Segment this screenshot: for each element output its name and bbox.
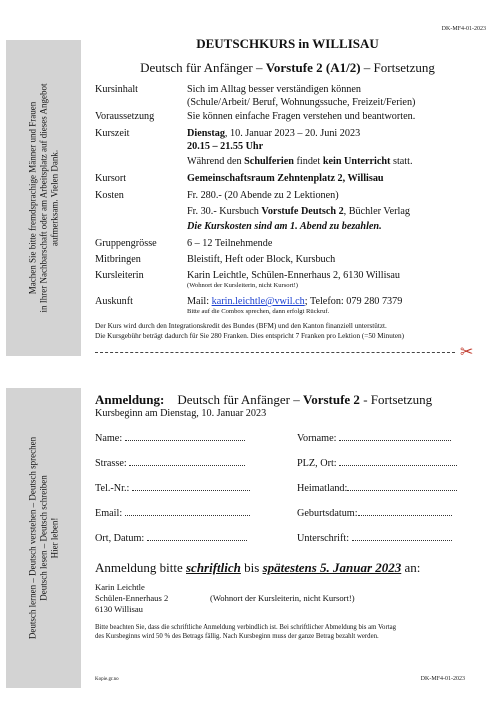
email-label: Email: [95,508,123,519]
auskunft-note: Bitte auf die Combox sprechen, dann erfolgt Rückruf. [187,308,330,315]
label-kursort: Kursort [95,173,127,184]
kosten-line-1: Fr. 280.- (20 Abende zu 2 Lektionen) [187,190,339,201]
funding-line-2: Die Kursgebühr beträgt dadurch für Sie 280 Franken. Dies entspricht 7 Franken pro Lektion (=50 Minuten) [95,332,405,340]
kursinhalt-line-2: (Schule/Arbeit/ Beruf, Wohnungssuche, Freizeit/Ferien) [187,97,416,108]
voraussetzung-value: Sie können einfache Fragen verstehen und beantworten. [187,111,416,122]
deadline-mid: bis [240,560,263,575]
kosten-book-title: Vorstufe Deutsch 2 [261,206,344,217]
document-code-top: DK-MF4-01-2023 [441,26,486,32]
label-auskunft: Auskunft [95,296,133,307]
kosten-line-2 [187,205,410,218]
tel-input[interactable] [132,490,250,491]
unterschrift-label: Unterschrift: [297,533,350,544]
field-tel [95,483,250,494]
kursort-value [187,172,384,185]
auskunft-email-link[interactable]: karin.leichtle@vwil.ch [211,296,305,307]
auskunft-value [187,295,402,308]
strasse-label: Strasse: [95,458,127,469]
field-name [95,433,245,444]
kursinhalt-line-1: Sich im Alltag besser verständigen können [187,84,362,95]
form-heading-label: Anmeldung: [95,392,165,407]
label-kursinhalt: Kursinhalt [95,84,139,95]
form-heading-post: - Fortsetzung [359,392,433,407]
kosten-payment-note: Die Kurskosten sind am 1. Abend zu bezahlen. [187,221,382,232]
form-heading-level: Vorstufe 2 [303,392,360,407]
field-geburtsdatum [297,508,452,519]
heimatland-input[interactable] [347,490,457,491]
sidebar-bottom-text: Deutsch lernen – Deutsch verstehen – Deutsch sprechen Deutsch lesen – Deutsch schreiben Hier leben! [27,436,59,640]
funding-line-1: Der Kurs wird durch den Integrationskredit des Bundes (BFM) und den Kanton finanziell unterstützt. [95,322,387,330]
label-kursleiterin: Kursleiterin [95,270,144,281]
vorname-label: Vorname: [297,433,337,444]
vorname-input[interactable] [339,440,451,441]
form-heading [95,392,432,408]
page-subtitle [95,60,480,76]
tel-label: Tel.-Nr.: [95,483,130,494]
ferien-schulferien: Schulferien [244,156,294,167]
field-ort-datum [95,533,247,544]
strasse-input[interactable] [129,465,245,466]
plz-input[interactable] [339,465,457,466]
ferien-text-1: Während den [187,156,245,167]
field-unterschrift [297,533,452,544]
geburtsdatum-label: Geburtsdatum: [297,508,358,519]
field-strasse [95,458,245,469]
cancel-line-2: des Kursbeginns wird 50 % des Betrags fällig. Nach Kursbeginn muss der ganze Betrag bezahlt werden. [95,633,379,640]
address-city: 6130 Willisau [95,604,143,614]
kursleiterin-value: Karin Leichtle, Schülen-Ennerhaus 2, 6130 Willisau [187,270,401,281]
copy-mark: Kopie.gr.no [95,677,119,682]
kursort-text: Gemeinschaftsraum Zehntenplatz 2, Willisau [187,173,384,184]
deadline-schriftlich: schriftlich [186,560,241,575]
sidebar-bottom [6,388,81,688]
address-note: (Wohnort der Kursleiterin, nicht Kursort!) [210,593,355,603]
deadline-pre: Anmeldung bitte [95,560,186,575]
subtitle-pre: Deutsch für Anfänger – [140,60,266,75]
field-email [95,508,250,519]
scissors-icon: ✂ [460,342,474,361]
auskunft-mail-label: Mail: [187,296,212,307]
kurszeit-dates: , 10. Januar 2023 – 20. Juni 2023 [224,128,361,139]
kursleiterin-note: (Wohnort der Kursleiterin, nicht Kursort!) [187,282,298,289]
name-input[interactable] [125,440,245,441]
kosten-book-pre: Fr. 30.- Kursbuch [187,206,262,217]
label-kurszeit: Kurszeit [95,128,130,139]
deadline-post: an: [401,560,421,575]
cancel-line-1: Bitte beachten Sie, dass die schriftliche Anmeldung verbindlich ist. Bei schriftlicher Abmeldung bis am Vortag [95,624,397,631]
ort-datum-input[interactable] [147,540,247,541]
kosten-line-3 [187,220,382,233]
label-kosten: Kosten [95,190,124,201]
page-title: DEUTSCHKURS in WILLISAU [196,36,379,51]
kurszeit-time-text: 20.15 – 21.55 Uhr [187,141,264,152]
ferien-text-3: statt. [390,156,413,167]
unterschrift-input[interactable] [352,540,452,541]
name-label: Name: [95,433,123,444]
field-plz [297,458,457,469]
sidebar-top [6,40,81,356]
deadline-line [95,560,420,576]
geburtsdatum-input[interactable] [358,515,452,516]
address-name: Karin Leichtle [95,582,145,592]
ferien-text-2: findet [293,156,323,167]
email-input[interactable] [125,515,250,516]
deadline-date: spätestens 5. Januar 2023 [262,560,402,575]
cut-line [95,352,455,353]
auskunft-phone: ; Telefon: 079 280 7379 [304,296,403,307]
heimatland-label: Heimatland: [297,483,348,494]
kurszeit-value [187,127,360,140]
label-gruppengroesse: Gruppengrösse [95,238,157,249]
form-heading-pre: Deutsch für Anfänger – [177,392,303,407]
kurszeit-time [187,140,263,153]
ort-datum-label: Ort, Datum: [95,533,145,544]
field-heimatland [297,483,457,494]
address-street: Schülen-Ennerhaus 2 [95,593,169,603]
ferien-note [187,155,413,168]
kosten-book-post: , Büchler Verlag [343,206,410,217]
kurszeit-day: Dienstag [187,128,225,139]
gruppengroesse-value: 6 – 12 Teilnehmende [187,238,273,249]
sidebar-top-text: Machen Sie bitte fremdsprachige Männer und Frauen in Ihrer Nachbarschaft oder am Arbeitsplatz auf dieses Angebot aufmerksam. Vielen Dank. [27,83,59,313]
form-kursbeginn: Kursbeginn am Dienstag, 10. Januar 2023 [95,408,267,419]
mitbringen-value: Bleistift, Heft oder Block, Kursbuch [187,254,336,265]
document-code-bottom: DK-MF4-01-2023 [420,676,465,682]
field-vorname [297,433,451,444]
label-voraussetzung: Voraussetzung [95,111,155,122]
label-mitbringen: Mitbringen [95,254,141,265]
subtitle-post: – Fortsetzung [360,60,435,75]
plz-label: PLZ, Ort: [297,458,337,469]
subtitle-level: Vorstufe 2 (A1/2) [265,60,361,75]
ferien-kein-unterricht: kein Unterricht [322,156,391,167]
